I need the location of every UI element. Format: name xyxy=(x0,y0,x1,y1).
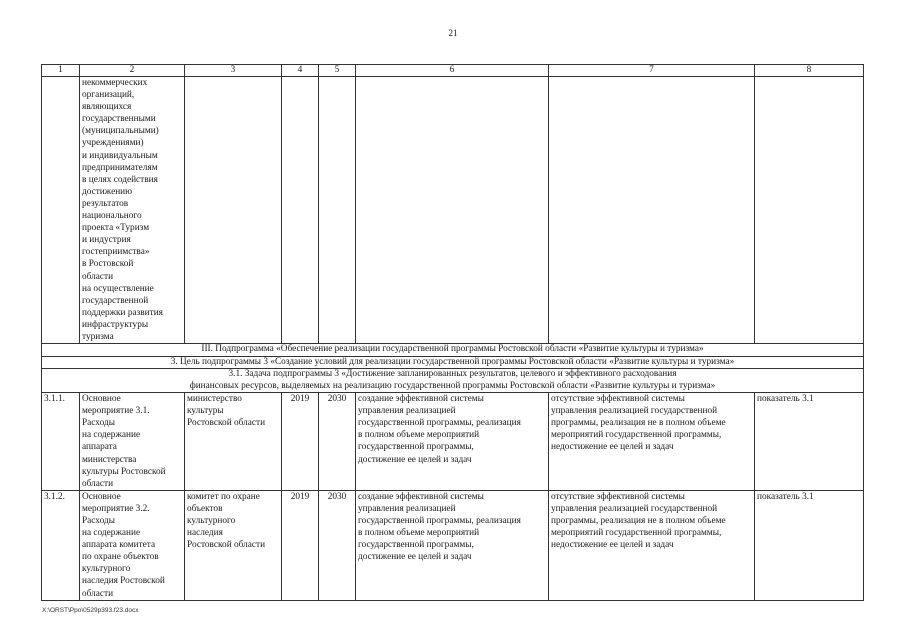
table-row xyxy=(42,490,864,600)
table-cell-empty xyxy=(755,77,864,344)
column-number-row xyxy=(42,65,864,77)
measure-expected-result: создание эффективной системы управления реализацией государственной программы, реализация в полном объеме мероприятий государственной программы, достижение ее целей и задач xyxy=(356,393,549,491)
measure-name: Основное мероприятие 3.1. Расходы на содержание аппарата министерства культуры Ростовской области xyxy=(80,393,185,491)
column-number-cell: 1 xyxy=(42,65,80,77)
measure-number: 3.1.2. xyxy=(42,490,80,600)
measure-executor: министерство культуры Ростовской области xyxy=(185,393,282,491)
measure-indicator: показатель 3.1 xyxy=(755,393,864,491)
column-number-cell: 7 xyxy=(549,65,755,77)
table-cell-empty xyxy=(549,77,755,344)
continuation-row xyxy=(42,77,864,344)
measure-number: 3.1.1. xyxy=(42,393,80,491)
measure-name: Основное мероприятие 3.2. Расходы на содержание аппарата комитета по охране объектов культурного наследия Ростовской области xyxy=(80,490,185,600)
table-cell-empty xyxy=(42,77,80,344)
column-number-cell: 3 xyxy=(185,65,282,77)
section-row xyxy=(42,356,864,369)
measure-end-year: 2030 xyxy=(319,393,356,491)
table-row xyxy=(42,393,864,491)
page-number: 21 xyxy=(448,28,458,38)
measure-executor: комитет по охране объектов культурного наследия Ростовской области xyxy=(185,490,282,600)
file-path-footer: X:\ORST\Ppo\0529p393.f23.docx xyxy=(42,607,139,614)
column-number-cell: 2 xyxy=(80,65,185,77)
measure-indicator: показатель 3.1 xyxy=(755,490,864,600)
table-cell-empty xyxy=(356,77,549,344)
section-row xyxy=(42,369,864,393)
subprogram-heading: III. Подпрограмма «Обеспечение реализации государственной программы Ростовской области «Развитие культуры и туризма» xyxy=(42,344,864,357)
measure-start-year: 2019 xyxy=(282,393,319,491)
column-number-cell: 6 xyxy=(356,65,549,77)
measure-start-year: 2019 xyxy=(282,490,319,600)
table-cell-empty xyxy=(282,77,319,344)
continuation-text: некоммерческих организаций, являющихся государственными (муниципальными) учреждениями) и индивидуальным предпринимателям в целях содействия достижению результатов национального проекта «Туризм и индустрия гостеприимства» в Ростовской области на осуществление государственной поддержки развития инфраструктуры туризма xyxy=(80,77,185,344)
measure-expected-result: создание эффективной системы управления реализацией государственной программы, реализация в полном объеме мероприятий государственной программы, достижение ее целей и задач xyxy=(356,490,549,600)
measure-consequences: отсутствие эффективной системы управления реализацией государственной программы, реализация не в полном объеме мероприятий государственной программы, недостижение ее целей и задач xyxy=(549,393,755,491)
column-number-cell: 5 xyxy=(319,65,356,77)
table-cell-empty xyxy=(185,77,282,344)
section-row xyxy=(42,344,864,357)
measures-table xyxy=(41,64,864,601)
measure-consequences: отсутствие эффективной системы управления реализацией государственной программы, реализация не в полном объеме мероприятий государственной программы, недостижение ее целей и задач xyxy=(549,490,755,600)
table-cell-empty xyxy=(319,77,356,344)
task-heading: 3.1. Задача подпрограммы 3 «Достижение запланированных результатов, целевого и эффективного расходования финансовых ресурсов, выделяемых на реализацию государственной программы Ростовской области «Развитие культуры и туризма» xyxy=(42,369,864,393)
goal-heading: 3. Цель подпрограммы 3 «Создание условий для реализации государственной программы Ростовской области «Развитие культуры и туризма» xyxy=(42,356,864,369)
column-number-cell: 8 xyxy=(755,65,864,77)
column-number-cell: 4 xyxy=(282,65,319,77)
measure-end-year: 2030 xyxy=(319,490,356,600)
